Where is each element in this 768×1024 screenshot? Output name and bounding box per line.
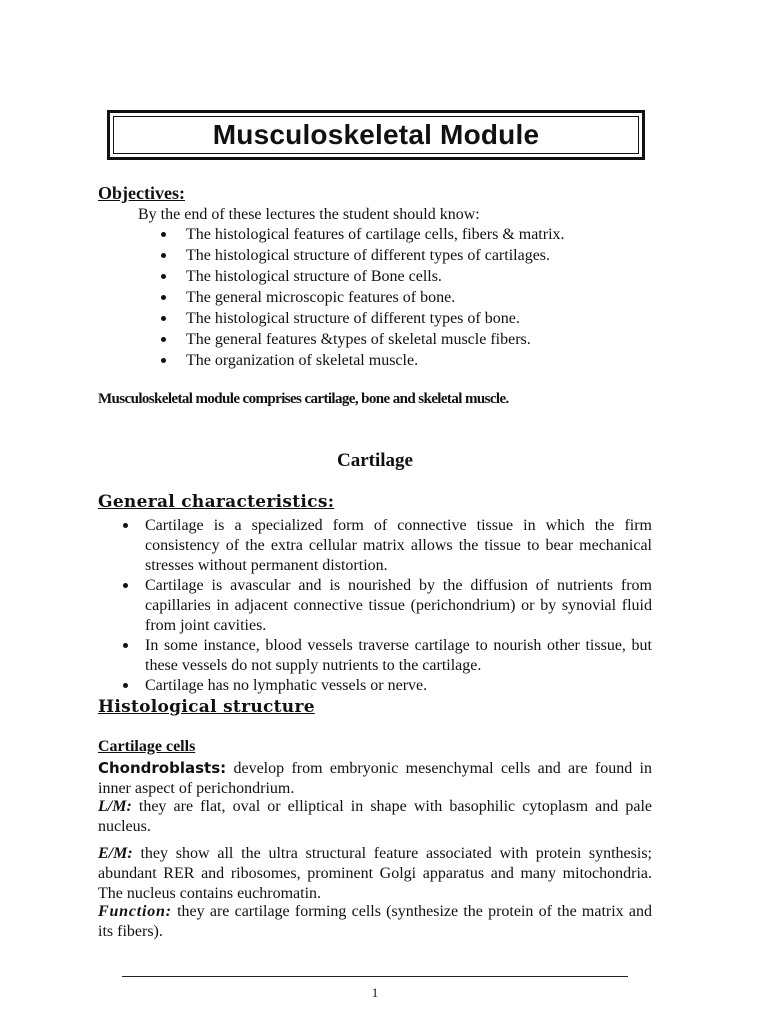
list-item: The histological structure of Bone cells.	[160, 268, 565, 289]
objectives-list	[160, 226, 565, 373]
page-number: 1	[371, 985, 379, 1000]
list-item: The organization of skeletal muscle.	[160, 352, 565, 373]
histological-structure-heading: Histological structure	[98, 697, 315, 717]
paragraph-text: they are flat, oval or elliptical in shape with basophilic cytoplasm and pale nucleus.	[98, 798, 652, 835]
em-paragraph	[98, 844, 652, 904]
characteristics-list	[120, 516, 652, 696]
title-box-inner	[113, 116, 639, 154]
list-item: The histological structure of different types of bone.	[160, 310, 565, 331]
chondroblasts-paragraph	[98, 758, 652, 799]
module-title: Musculoskeletal Module	[212, 119, 540, 150]
paragraph-text: they show all the ultra structural feature associated with protein synthesis; abundant RER and ribosomes, prominent Golgi apparatus and many mitochondria. The nucleus contains euchromatin.	[98, 845, 652, 902]
title-box	[107, 110, 645, 160]
list-item: The general microscopic features of bone.	[160, 289, 565, 310]
list-item: Cartilage is avascular and is nourished by the diffusion of nutrients from capillaries in adjacent connective tissue (perichondrium) or by synovial fluid from joint cavities.	[120, 576, 652, 636]
paragraph-term: Chondroblasts:	[98, 759, 227, 777]
objectives-intro: By the end of these lectures the student should know:	[138, 206, 480, 223]
cartilage-cells-heading: Cartilage cells	[98, 738, 196, 755]
paragraph-text: they are cartilage forming cells (synthesize the protein of the matrix and its fibers).	[98, 903, 652, 940]
footer-divider	[122, 976, 628, 977]
list-item: The histological features of cartilage cells, fibers & matrix.	[160, 226, 565, 247]
function-paragraph	[98, 902, 652, 942]
paragraph-term: Function:	[98, 903, 172, 920]
paragraph-term: L/M:	[98, 798, 132, 815]
list-item: The histological structure of different types of cartilages.	[160, 247, 565, 268]
section-title: Cartilage	[337, 450, 413, 471]
objectives-heading: Objectives:	[98, 183, 185, 203]
paragraph-term: E/M:	[98, 845, 133, 862]
list-item: The general features &types of skeletal muscle fibers.	[160, 331, 565, 352]
list-item: Cartilage has no lymphatic vessels or nerve.	[120, 676, 652, 696]
list-item: Cartilage is a specialized form of connective tissue in which the firm consistency of the extra cellular matrix allows the tissue to bear mechanical stresses without permanent distortion.	[120, 516, 652, 576]
list-item: In some instance, blood vessels traverse cartilage to nourish other tissue, but these vessels do not supply nutrients to the cartilage.	[120, 636, 652, 676]
lm-paragraph	[98, 797, 652, 837]
module-summary: Musculoskeletal module comprises cartilage, bone and skeletal muscle.	[98, 391, 509, 407]
paragraph-text: develop from embryonic mesenchymal cells and are found in inner aspect of perichondrium.	[98, 760, 652, 797]
general-characteristics-heading: General characteristics:	[98, 492, 335, 512]
